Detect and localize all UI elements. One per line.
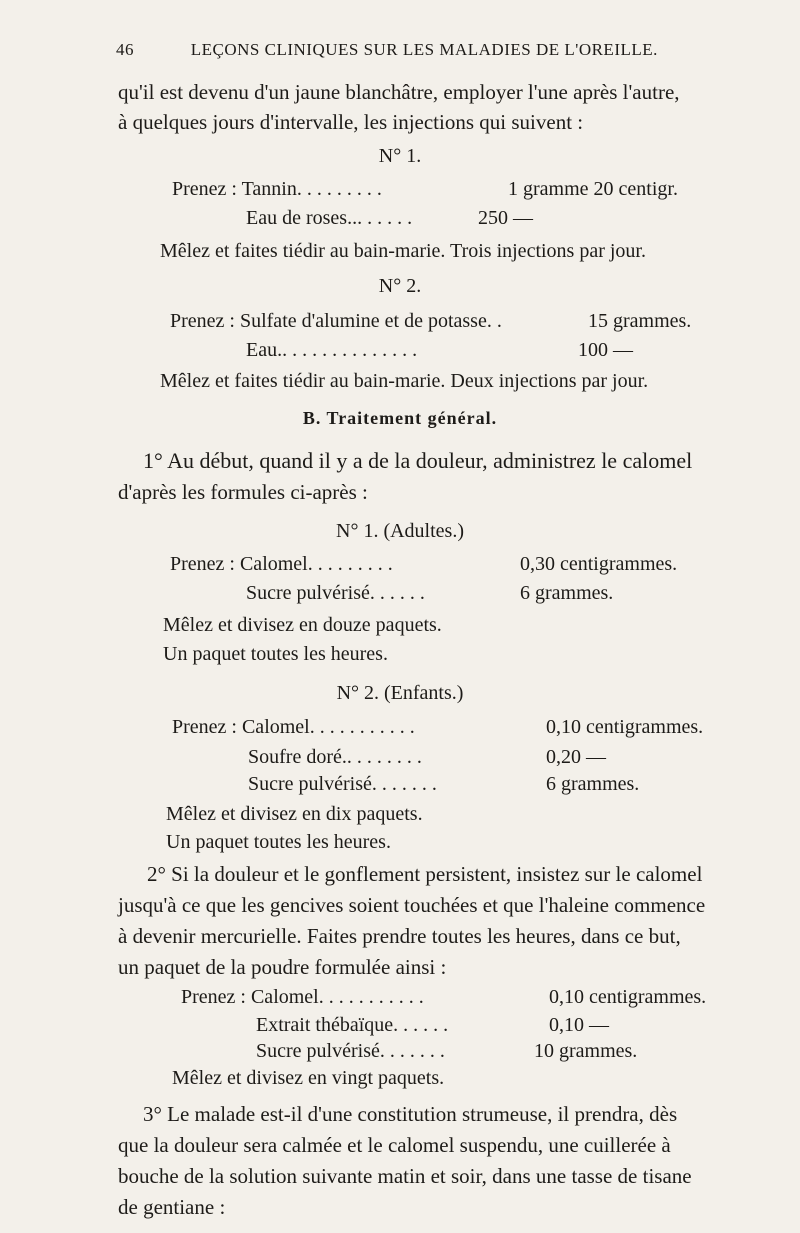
section-heading: B. Traitement général.: [302, 408, 498, 428]
formula-1-row: [246, 207, 533, 230]
rx-label: Prenez : Calomel. . . . . . . . . . .: [181, 986, 424, 1008]
rx-amount: 10 grammes.: [534, 1040, 638, 1062]
rx-label: Prenez : Tannin. . . . . . . . .: [172, 178, 382, 200]
item-2-line-1: 2° Si la douleur et le gonflement persistent, insistez sur le calomel: [147, 862, 703, 886]
formula-1-title: N° 1.: [378, 145, 422, 167]
page-header: [116, 40, 716, 60]
formula-2-row: [246, 339, 633, 362]
page-number: 46: [116, 40, 134, 59]
formula-3-row: [246, 582, 614, 605]
rx-amount: 250 —: [478, 207, 533, 229]
formula-4-instruction-1: Mêlez et divisez en dix paquets.: [166, 803, 423, 825]
rx-label: Soufre doré.. . . . . . . .: [248, 746, 422, 768]
formula-3-title: N° 1. (Adultes.): [336, 520, 464, 542]
rx-label: Prenez : Sulfate d'alumine et de potasse. .: [170, 310, 502, 332]
formula-5-row: [181, 986, 707, 1009]
item-3-line-3: bouche de la solution suivante matin et soir, dans une tasse de tisane: [118, 1164, 692, 1188]
formula-3-instruction-1: Mêlez et divisez en douze paquets.: [163, 614, 442, 636]
item-2-line-3: à devenir mercurielle. Faites prendre toutes les heures, dans ce but,: [118, 924, 681, 948]
rx-amount: 1 gramme 20 centigr.: [508, 178, 678, 200]
item-3-line-1: 3° Le malade est-il d'une constitution strumeuse, il prendra, dès: [143, 1102, 678, 1126]
formula-3-row: [170, 553, 678, 576]
item-2-line-4: un paquet de la poudre formulée ainsi :: [118, 955, 447, 979]
rx-label: Prenez : Calomel. . . . . . . . .: [170, 553, 393, 575]
rx-amount: 0,20 —: [546, 746, 606, 768]
formula-4-row: [248, 746, 606, 769]
rx-label: Sucre pulvérisé. . . . . . .: [248, 773, 437, 795]
rx-amount: 0,30 centigrammes.: [520, 553, 678, 575]
rx-amount: 6 grammes.: [520, 582, 614, 604]
rx-label: Eau.. . . . . . . . . . . . . .: [246, 339, 418, 361]
intro-line-1: qu'il est devenu d'un jaune blanchâtre, employer l'une après l'autre,: [118, 80, 680, 104]
formula-2-row: [170, 310, 692, 333]
item-1-line-2: d'après les formules ci-après :: [118, 480, 368, 504]
formula-1-instruction: Mêlez et faites tiédir au bain-marie. Trois injections par jour.: [160, 240, 646, 262]
intro-line-2: à quelques jours d'intervalle, les injections qui suivent :: [118, 110, 584, 134]
formula-5-instruction: Mêlez et divisez en vingt paquets.: [172, 1067, 445, 1089]
item-2-line-2: jusqu'à ce que les gencives soient touchées et que l'haleine commence: [118, 893, 706, 917]
rx-amount: 0,10 centigrammes.: [549, 986, 707, 1008]
item-3-line-2: que la douleur sera calmée et le calomel suspendu, une cuillerée à: [118, 1133, 671, 1157]
formula-4-row: [172, 716, 704, 739]
rx-label: Sucre pulvérisé. . . . . . .: [256, 1040, 445, 1062]
running-title: LEÇONS CLINIQUES SUR LES MALADIES DE L'OREILLE.: [190, 40, 658, 59]
item-3-line-4: de gentiane :: [118, 1195, 226, 1219]
rx-label: Extrait thébaïque. . . . . .: [256, 1014, 449, 1036]
formula-3-instruction-2: Un paquet toutes les heures.: [163, 643, 388, 665]
rx-label: Sucre pulvérisé. . . . . .: [246, 582, 425, 604]
rx-amount: 15 grammes.: [588, 310, 692, 332]
formula-2-title: N° 2.: [378, 275, 422, 297]
formula-4-instruction-2: Un paquet toutes les heures.: [166, 831, 391, 853]
rx-amount: 0,10 —: [549, 1014, 609, 1036]
formula-4-row: [248, 773, 640, 796]
rx-amount: 100 —: [578, 339, 633, 361]
item-1-line-1: 1° Au début, quand il y a de la douleur, administrez le calomel: [143, 448, 693, 473]
formula-1-row: [172, 178, 678, 201]
rx-label: Eau de roses... . . . . .: [246, 207, 413, 229]
rx-amount: 6 grammes.: [546, 773, 640, 795]
formula-4-title: N° 2. (Enfants.): [336, 682, 464, 704]
formula-5-row: [256, 1014, 609, 1037]
rx-label: Prenez : Calomel. . . . . . . . . . .: [172, 716, 415, 738]
rx-amount: 0,10 centigrammes.: [546, 716, 704, 738]
formula-5-row: [256, 1040, 638, 1063]
formula-2-instruction: Mêlez et faites tiédir au bain-marie. Deux injections par jour.: [160, 370, 649, 392]
